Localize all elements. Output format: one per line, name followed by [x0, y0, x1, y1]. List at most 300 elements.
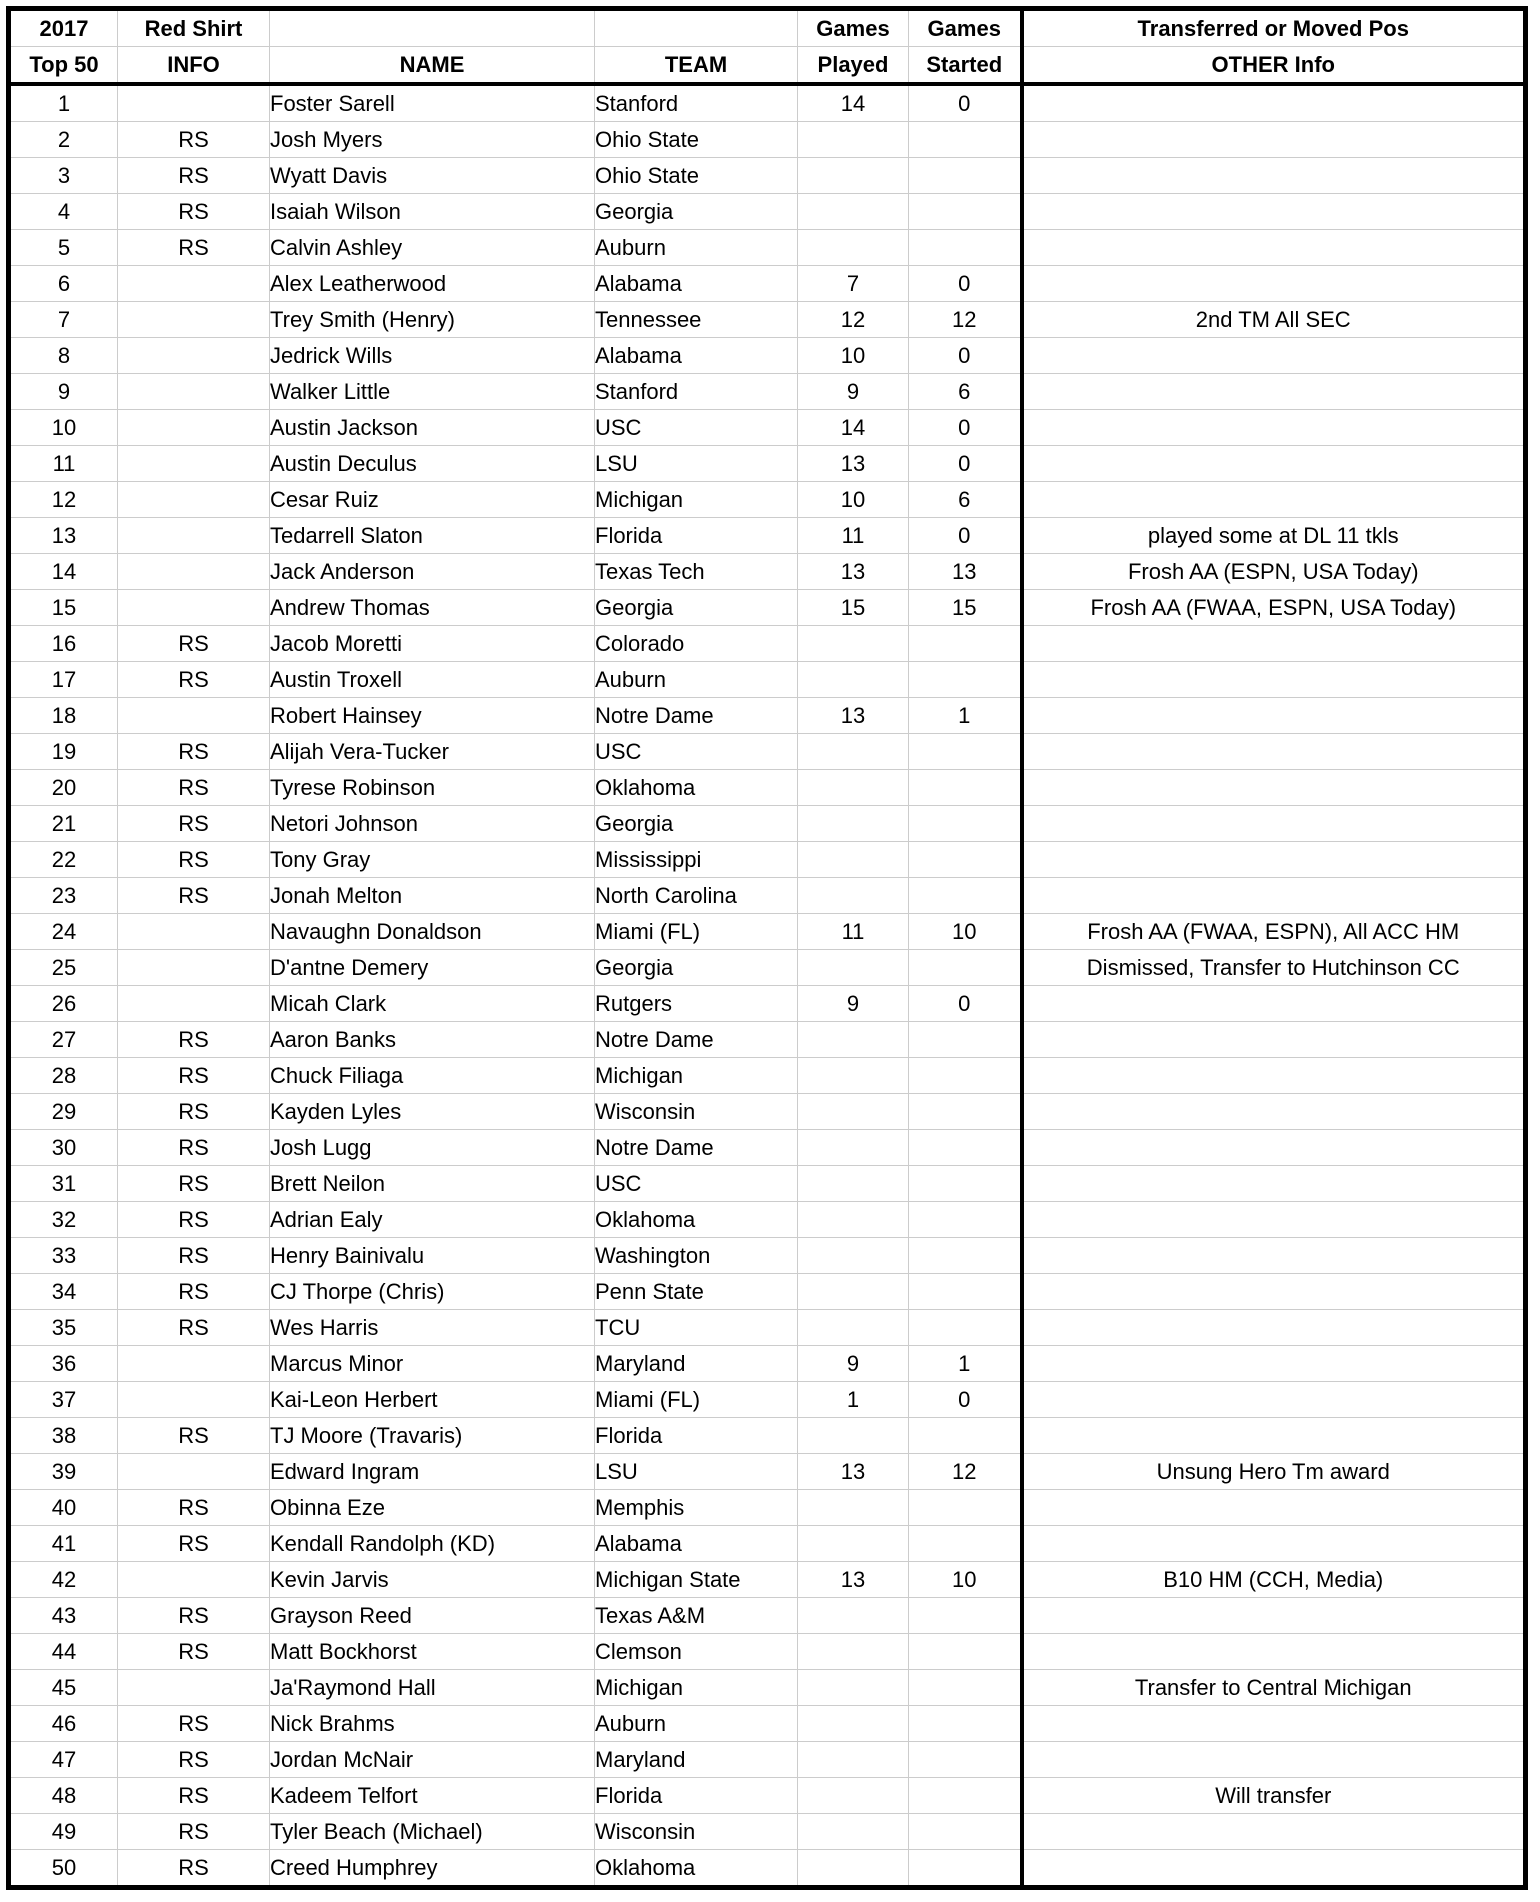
- games-started-cell: [909, 1274, 1022, 1310]
- header-games-started-top: Games: [909, 9, 1022, 47]
- table-row: [9, 914, 1526, 950]
- games-played-cell: 13: [798, 554, 909, 590]
- other-info-cell: [1022, 1274, 1526, 1310]
- other-info-cell: [1022, 734, 1526, 770]
- games-started-cell: [909, 1526, 1022, 1562]
- table-row: [9, 1490, 1526, 1526]
- other-info-cell: [1022, 122, 1526, 158]
- redshirt-cell: RS: [118, 1094, 270, 1130]
- rank-cell: 23: [9, 878, 118, 914]
- games-played-cell: [798, 1022, 909, 1058]
- games-started-cell: 0: [909, 518, 1022, 554]
- team-cell: Clemson: [595, 1634, 798, 1670]
- name-cell: Navaughn Donaldson: [270, 914, 595, 950]
- table-row: [9, 518, 1526, 554]
- games-played-cell: 12: [798, 302, 909, 338]
- table-body: [9, 84, 1526, 1888]
- team-cell: Penn State: [595, 1274, 798, 1310]
- games-started-cell: [909, 1778, 1022, 1814]
- games-started-cell: [909, 1850, 1022, 1888]
- games-played-cell: 10: [798, 482, 909, 518]
- games-started-cell: 0: [909, 446, 1022, 482]
- team-cell: Oklahoma: [595, 1850, 798, 1888]
- rank-cell: 9: [9, 374, 118, 410]
- redshirt-cell: RS: [118, 1310, 270, 1346]
- header-name-spacer: [270, 9, 595, 47]
- rank-cell: 28: [9, 1058, 118, 1094]
- name-cell: Aaron Banks: [270, 1022, 595, 1058]
- redshirt-cell: [118, 1382, 270, 1418]
- other-info-cell: played some at DL 11 tkls: [1022, 518, 1526, 554]
- games-started-cell: [909, 1418, 1022, 1454]
- table-row: [9, 1562, 1526, 1598]
- rank-cell: 41: [9, 1526, 118, 1562]
- games-started-cell: 0: [909, 1382, 1022, 1418]
- table-row: [9, 1310, 1526, 1346]
- redshirt-cell: [118, 338, 270, 374]
- rank-cell: 7: [9, 302, 118, 338]
- games-played-cell: [798, 1274, 909, 1310]
- other-info-cell: [1022, 1418, 1526, 1454]
- games-played-cell: [798, 194, 909, 230]
- header-transferred: Transferred or Moved Pos: [1022, 9, 1526, 47]
- team-cell: Georgia: [595, 950, 798, 986]
- other-info-cell: [1022, 338, 1526, 374]
- table-row: [9, 1238, 1526, 1274]
- name-cell: Wes Harris: [270, 1310, 595, 1346]
- games-started-cell: [909, 1022, 1022, 1058]
- table-row: [9, 1526, 1526, 1562]
- other-info-cell: [1022, 1598, 1526, 1634]
- games-played-cell: 9: [798, 986, 909, 1022]
- other-info-cell: Frosh AA (ESPN, USA Today): [1022, 554, 1526, 590]
- games-started-cell: [909, 1670, 1022, 1706]
- header-year: 2017: [9, 9, 118, 47]
- name-cell: Wyatt Davis: [270, 158, 595, 194]
- header-row-2: [9, 47, 1526, 85]
- table-row: [9, 842, 1526, 878]
- games-played-cell: 9: [798, 374, 909, 410]
- other-info-cell: B10 HM (CCH, Media): [1022, 1562, 1526, 1598]
- name-cell: Jack Anderson: [270, 554, 595, 590]
- name-cell: Adrian Ealy: [270, 1202, 595, 1238]
- name-cell: Walker Little: [270, 374, 595, 410]
- games-started-cell: 6: [909, 374, 1022, 410]
- other-info-cell: [1022, 662, 1526, 698]
- games-played-cell: 14: [798, 84, 909, 122]
- team-cell: Michigan: [595, 482, 798, 518]
- redshirt-cell: [118, 266, 270, 302]
- games-played-cell: [798, 1670, 909, 1706]
- team-cell: Michigan State: [595, 1562, 798, 1598]
- redshirt-cell: RS: [118, 1418, 270, 1454]
- header-red-shirt: Red Shirt: [118, 9, 270, 47]
- team-cell: Georgia: [595, 590, 798, 626]
- redshirt-cell: RS: [118, 1274, 270, 1310]
- team-cell: Memphis: [595, 1490, 798, 1526]
- team-cell: Notre Dame: [595, 698, 798, 734]
- name-cell: CJ Thorpe (Chris): [270, 1274, 595, 1310]
- games-played-cell: 10: [798, 338, 909, 374]
- other-info-cell: [1022, 1742, 1526, 1778]
- team-cell: Oklahoma: [595, 770, 798, 806]
- games-started-cell: 1: [909, 1346, 1022, 1382]
- other-info-cell: Dismissed, Transfer to Hutchinson CC: [1022, 950, 1526, 986]
- name-cell: Chuck Filiaga: [270, 1058, 595, 1094]
- redshirt-cell: RS: [118, 1202, 270, 1238]
- games-started-cell: [909, 1238, 1022, 1274]
- games-started-cell: 0: [909, 410, 1022, 446]
- rank-cell: 32: [9, 1202, 118, 1238]
- games-started-cell: [909, 1166, 1022, 1202]
- rank-cell: 40: [9, 1490, 118, 1526]
- other-info-cell: [1022, 1166, 1526, 1202]
- rank-cell: 11: [9, 446, 118, 482]
- games-played-cell: [798, 158, 909, 194]
- other-info-cell: [1022, 806, 1526, 842]
- team-cell: Miami (FL): [595, 914, 798, 950]
- games-played-cell: [798, 1418, 909, 1454]
- table-header: [9, 9, 1526, 85]
- rank-cell: 27: [9, 1022, 118, 1058]
- games-started-cell: [909, 950, 1022, 986]
- rank-cell: 47: [9, 1742, 118, 1778]
- table-row: [9, 698, 1526, 734]
- games-played-cell: 11: [798, 914, 909, 950]
- games-started-cell: [909, 842, 1022, 878]
- other-info-cell: [1022, 842, 1526, 878]
- table-row: [9, 1382, 1526, 1418]
- team-cell: USC: [595, 410, 798, 446]
- table-row: [9, 122, 1526, 158]
- table-row: [9, 770, 1526, 806]
- games-started-cell: 10: [909, 914, 1022, 950]
- table-row: [9, 662, 1526, 698]
- games-played-cell: [798, 1238, 909, 1274]
- rank-cell: 17: [9, 662, 118, 698]
- name-cell: Austin Jackson: [270, 410, 595, 446]
- redshirt-cell: RS: [118, 230, 270, 266]
- games-played-cell: [798, 734, 909, 770]
- table-row: [9, 1022, 1526, 1058]
- other-info-cell: Frosh AA (FWAA, ESPN), All ACC HM: [1022, 914, 1526, 950]
- team-cell: Michigan: [595, 1058, 798, 1094]
- name-cell: Brett Neilon: [270, 1166, 595, 1202]
- other-info-cell: [1022, 1490, 1526, 1526]
- team-cell: Notre Dame: [595, 1022, 798, 1058]
- games-played-cell: [798, 842, 909, 878]
- other-info-cell: [1022, 1202, 1526, 1238]
- rank-cell: 34: [9, 1274, 118, 1310]
- name-cell: Trey Smith (Henry): [270, 302, 595, 338]
- games-started-cell: 6: [909, 482, 1022, 518]
- rank-cell: 38: [9, 1418, 118, 1454]
- games-played-cell: 13: [798, 1454, 909, 1490]
- other-info-cell: [1022, 1022, 1526, 1058]
- games-started-cell: [909, 734, 1022, 770]
- team-cell: Ohio State: [595, 122, 798, 158]
- name-cell: Jonah Melton: [270, 878, 595, 914]
- team-cell: Auburn: [595, 662, 798, 698]
- redshirt-cell: [118, 950, 270, 986]
- name-cell: Kadeem Telfort: [270, 1778, 595, 1814]
- table-row: [9, 1130, 1526, 1166]
- team-cell: USC: [595, 1166, 798, 1202]
- other-info-cell: Unsung Hero Tm award: [1022, 1454, 1526, 1490]
- table-row: [9, 1418, 1526, 1454]
- table-row: [9, 554, 1526, 590]
- header-info: INFO: [118, 47, 270, 85]
- other-info-cell: [1022, 770, 1526, 806]
- table-row: [9, 1058, 1526, 1094]
- other-info-cell: [1022, 878, 1526, 914]
- name-cell: Foster Sarell: [270, 84, 595, 122]
- games-played-cell: 13: [798, 446, 909, 482]
- other-info-cell: [1022, 1382, 1526, 1418]
- redshirt-cell: RS: [118, 770, 270, 806]
- redshirt-cell: RS: [118, 1130, 270, 1166]
- other-info-cell: [1022, 1850, 1526, 1888]
- table-row: [9, 338, 1526, 374]
- redshirt-cell: RS: [118, 1526, 270, 1562]
- name-cell: Ja'Raymond Hall: [270, 1670, 595, 1706]
- games-played-cell: [798, 1634, 909, 1670]
- team-cell: Auburn: [595, 230, 798, 266]
- name-cell: Alijah Vera-Tucker: [270, 734, 595, 770]
- header-team-spacer: [595, 9, 798, 47]
- other-info-cell: [1022, 446, 1526, 482]
- table-row: [9, 986, 1526, 1022]
- games-played-cell: 14: [798, 410, 909, 446]
- redshirt-cell: [118, 84, 270, 122]
- games-started-cell: [909, 770, 1022, 806]
- rank-cell: 20: [9, 770, 118, 806]
- other-info-cell: [1022, 1346, 1526, 1382]
- team-cell: Tennessee: [595, 302, 798, 338]
- redshirt-cell: RS: [118, 122, 270, 158]
- games-started-cell: [909, 1634, 1022, 1670]
- other-info-cell: [1022, 1094, 1526, 1130]
- rank-cell: 25: [9, 950, 118, 986]
- name-cell: Robert Hainsey: [270, 698, 595, 734]
- name-cell: Josh Lugg: [270, 1130, 595, 1166]
- team-cell: Oklahoma: [595, 1202, 798, 1238]
- redshirt-cell: [118, 698, 270, 734]
- games-played-cell: [798, 626, 909, 662]
- games-played-cell: [798, 1598, 909, 1634]
- table-row: [9, 1742, 1526, 1778]
- table-row: [9, 878, 1526, 914]
- redshirt-cell: RS: [118, 1742, 270, 1778]
- games-played-cell: [798, 1706, 909, 1742]
- table-row: [9, 410, 1526, 446]
- other-info-cell: [1022, 194, 1526, 230]
- games-played-cell: [798, 770, 909, 806]
- rank-cell: 24: [9, 914, 118, 950]
- team-cell: Mississippi: [595, 842, 798, 878]
- rank-cell: 43: [9, 1598, 118, 1634]
- name-cell: Henry Bainivalu: [270, 1238, 595, 1274]
- header-row-1: [9, 9, 1526, 47]
- rank-cell: 35: [9, 1310, 118, 1346]
- redshirt-cell: RS: [118, 1058, 270, 1094]
- games-started-cell: 13: [909, 554, 1022, 590]
- redshirt-cell: RS: [118, 1238, 270, 1274]
- header-games-played-top: Games: [798, 9, 909, 47]
- other-info-cell: [1022, 1058, 1526, 1094]
- redshirt-cell: RS: [118, 1166, 270, 1202]
- rank-cell: 39: [9, 1454, 118, 1490]
- name-cell: Micah Clark: [270, 986, 595, 1022]
- rank-cell: 4: [9, 194, 118, 230]
- team-cell: LSU: [595, 446, 798, 482]
- games-played-cell: [798, 1166, 909, 1202]
- table-row: [9, 1850, 1526, 1888]
- redshirt-cell: [118, 914, 270, 950]
- name-cell: Jacob Moretti: [270, 626, 595, 662]
- rank-cell: 26: [9, 986, 118, 1022]
- rank-cell: 19: [9, 734, 118, 770]
- table-row: [9, 84, 1526, 122]
- other-info-cell: [1022, 1130, 1526, 1166]
- redshirt-cell: [118, 518, 270, 554]
- games-played-cell: [798, 1778, 909, 1814]
- name-cell: TJ Moore (Travaris): [270, 1418, 595, 1454]
- team-cell: Texas A&M: [595, 1598, 798, 1634]
- redshirt-cell: RS: [118, 1634, 270, 1670]
- games-started-cell: 0: [909, 986, 1022, 1022]
- other-info-cell: Frosh AA (FWAA, ESPN, USA Today): [1022, 590, 1526, 626]
- team-cell: Florida: [595, 518, 798, 554]
- redshirt-cell: RS: [118, 1778, 270, 1814]
- table-row: [9, 1274, 1526, 1310]
- games-played-cell: [798, 122, 909, 158]
- other-info-cell: Will transfer: [1022, 1778, 1526, 1814]
- rank-cell: 31: [9, 1166, 118, 1202]
- name-cell: Netori Johnson: [270, 806, 595, 842]
- other-info-cell: [1022, 986, 1526, 1022]
- redshirt-cell: RS: [118, 734, 270, 770]
- team-cell: Notre Dame: [595, 1130, 798, 1166]
- team-cell: Stanford: [595, 374, 798, 410]
- rank-cell: 42: [9, 1562, 118, 1598]
- table-row: [9, 1598, 1526, 1634]
- other-info-cell: [1022, 1238, 1526, 1274]
- rank-cell: 46: [9, 1706, 118, 1742]
- other-info-cell: [1022, 1706, 1526, 1742]
- table-row: [9, 446, 1526, 482]
- rank-cell: 15: [9, 590, 118, 626]
- games-started-cell: [909, 230, 1022, 266]
- rank-cell: 10: [9, 410, 118, 446]
- name-cell: Isaiah Wilson: [270, 194, 595, 230]
- rank-cell: 48: [9, 1778, 118, 1814]
- table-row: [9, 1202, 1526, 1238]
- games-started-cell: [909, 194, 1022, 230]
- games-started-cell: [909, 1490, 1022, 1526]
- team-cell: TCU: [595, 1310, 798, 1346]
- other-info-cell: [1022, 698, 1526, 734]
- redshirt-cell: [118, 410, 270, 446]
- redshirt-cell: [118, 986, 270, 1022]
- rank-cell: 22: [9, 842, 118, 878]
- table-row: [9, 1778, 1526, 1814]
- table-row: [9, 1814, 1526, 1850]
- header-team: TEAM: [595, 47, 798, 85]
- rank-cell: 45: [9, 1670, 118, 1706]
- games-started-cell: 12: [909, 1454, 1022, 1490]
- redshirt-cell: [118, 590, 270, 626]
- rank-cell: 3: [9, 158, 118, 194]
- rank-cell: 14: [9, 554, 118, 590]
- team-cell: Georgia: [595, 194, 798, 230]
- name-cell: Tedarrell Slaton: [270, 518, 595, 554]
- name-cell: Kevin Jarvis: [270, 1562, 595, 1598]
- team-cell: Maryland: [595, 1742, 798, 1778]
- table-row: [9, 590, 1526, 626]
- table-row: [9, 194, 1526, 230]
- header-other-info: OTHER Info: [1022, 47, 1526, 85]
- table-row: [9, 302, 1526, 338]
- table-row: [9, 734, 1526, 770]
- name-cell: Kai-Leon Herbert: [270, 1382, 595, 1418]
- redshirt-cell: [118, 554, 270, 590]
- games-played-cell: [798, 878, 909, 914]
- name-cell: Cesar Ruiz: [270, 482, 595, 518]
- team-cell: Ohio State: [595, 158, 798, 194]
- redshirt-cell: RS: [118, 1850, 270, 1888]
- other-info-cell: [1022, 1634, 1526, 1670]
- header-played: Played: [798, 47, 909, 85]
- rank-cell: 29: [9, 1094, 118, 1130]
- other-info-cell: [1022, 158, 1526, 194]
- redshirt-cell: RS: [118, 662, 270, 698]
- team-cell: Georgia: [595, 806, 798, 842]
- games-started-cell: [909, 806, 1022, 842]
- redshirt-cell: RS: [118, 1022, 270, 1058]
- other-info-cell: [1022, 482, 1526, 518]
- team-cell: Stanford: [595, 84, 798, 122]
- games-started-cell: 1: [909, 698, 1022, 734]
- rank-cell: 5: [9, 230, 118, 266]
- games-started-cell: 0: [909, 338, 1022, 374]
- header-top50: Top 50: [9, 47, 118, 85]
- team-cell: Florida: [595, 1778, 798, 1814]
- table-row: [9, 1166, 1526, 1202]
- games-played-cell: [798, 662, 909, 698]
- other-info-cell: [1022, 230, 1526, 266]
- redshirt-cell: RS: [118, 806, 270, 842]
- games-played-cell: [798, 1094, 909, 1130]
- redshirt-cell: [118, 482, 270, 518]
- rank-cell: 1: [9, 84, 118, 122]
- table-row: [9, 1634, 1526, 1670]
- table-row: [9, 266, 1526, 302]
- redshirt-cell: [118, 1562, 270, 1598]
- rank-cell: 13: [9, 518, 118, 554]
- other-info-cell: [1022, 1814, 1526, 1850]
- other-info-cell: [1022, 266, 1526, 302]
- name-cell: Marcus Minor: [270, 1346, 595, 1382]
- games-started-cell: [909, 1598, 1022, 1634]
- table-row: [9, 1454, 1526, 1490]
- games-played-cell: [798, 1742, 909, 1778]
- rank-cell: 44: [9, 1634, 118, 1670]
- rank-cell: 37: [9, 1382, 118, 1418]
- redshirt-cell: [118, 302, 270, 338]
- rank-cell: 50: [9, 1850, 118, 1888]
- games-played-cell: [798, 1058, 909, 1094]
